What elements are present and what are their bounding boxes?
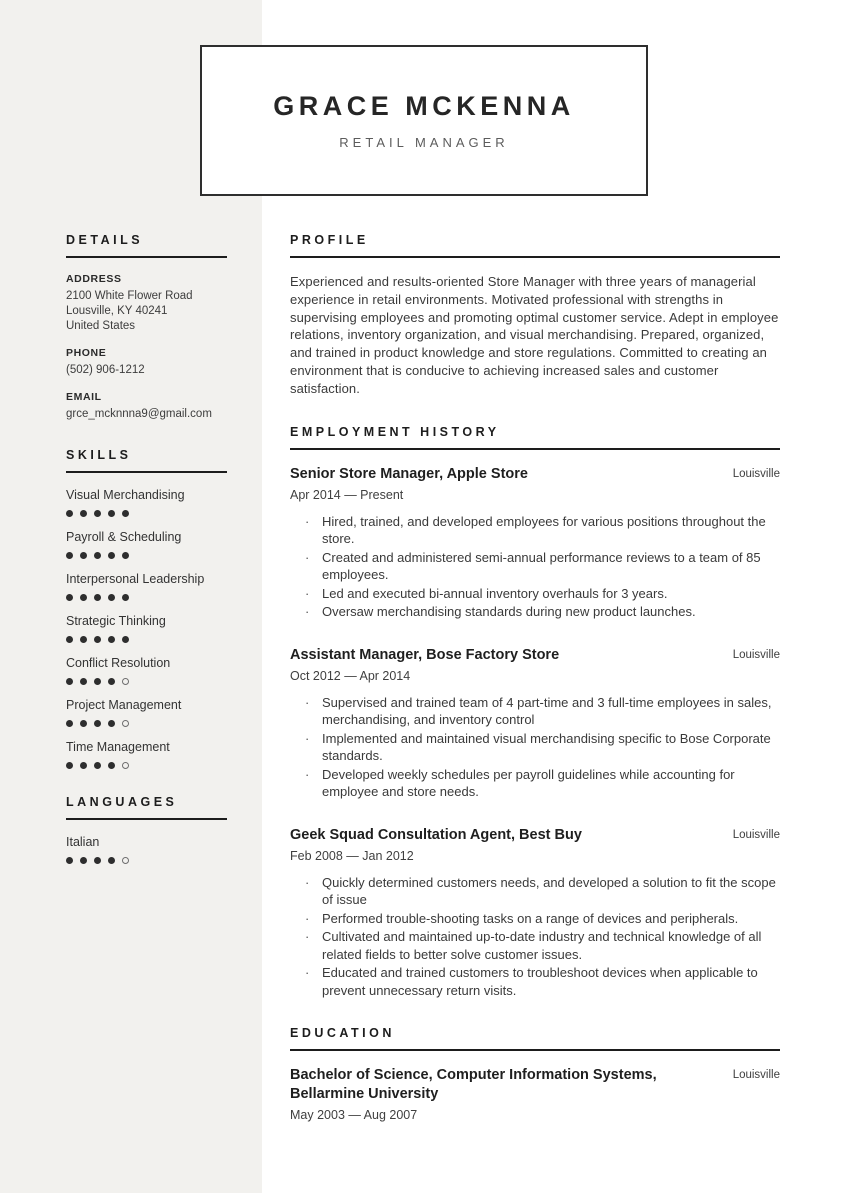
bullet-icon: · xyxy=(305,766,310,782)
dot-filled-icon xyxy=(80,552,87,559)
job-bullets xyxy=(290,513,780,621)
email-label: EMAIL xyxy=(66,391,102,403)
job-bullets xyxy=(290,694,780,801)
bullet-icon: · xyxy=(305,929,310,945)
rated-item xyxy=(66,740,227,769)
languages-list xyxy=(66,835,227,864)
rated-item-label: Time Management xyxy=(66,740,170,754)
level-dots xyxy=(66,719,227,727)
skills-section xyxy=(66,448,227,769)
rated-item xyxy=(66,488,227,517)
job-location: Louisville xyxy=(732,828,780,841)
job-title: Assistant Manager, Bose Factory Store xyxy=(290,646,560,663)
dot-filled-icon xyxy=(66,636,73,643)
rated-item-label: Strategic Thinking xyxy=(66,614,166,628)
bullet-item xyxy=(290,928,780,963)
rated-item xyxy=(66,835,227,864)
employment-heading: EMPLOYMENT HISTORY xyxy=(290,425,780,450)
job-entry xyxy=(290,646,780,801)
job-location: Louisville xyxy=(732,648,780,661)
person-name: GRACE MCKENNA xyxy=(273,91,575,121)
entry-header xyxy=(290,826,780,845)
dot-filled-icon xyxy=(94,510,101,517)
employment-section xyxy=(290,425,780,1000)
dot-filled-icon xyxy=(80,510,87,517)
main-column xyxy=(290,233,780,1149)
dot-filled-icon xyxy=(94,594,101,601)
dot-filled-icon xyxy=(80,857,87,864)
bullet-text: Implemented and maintained visual merchandising specific to Bose Corporate standards. xyxy=(322,730,771,764)
job-location: Louisville xyxy=(732,467,780,480)
education-title: Bachelor of Science, Computer Information Systems, Bellarmine University xyxy=(290,1067,657,1103)
level-dots xyxy=(66,635,227,643)
rated-item xyxy=(66,614,227,643)
level-dots xyxy=(66,509,227,517)
rated-item-label: Conflict Resolution xyxy=(66,656,171,670)
skills-heading: SKILLS xyxy=(66,448,227,473)
dot-filled-icon xyxy=(94,857,101,864)
bullet-text: Hired, trained, and developed employees for various positions throughout the store. xyxy=(322,513,766,547)
dot-filled-icon xyxy=(66,678,73,685)
bullet-icon: · xyxy=(305,549,310,565)
dot-filled-icon xyxy=(108,720,115,727)
rated-item-label: Visual Merchandising xyxy=(66,488,185,502)
dot-filled-icon xyxy=(108,594,115,601)
dot-filled-icon xyxy=(108,636,115,643)
entry-header xyxy=(290,1066,780,1104)
entry-header xyxy=(290,646,780,665)
level-dots xyxy=(66,593,227,601)
profile-heading: PROFILE xyxy=(290,233,780,258)
dot-empty-icon xyxy=(122,857,129,864)
bullet-item xyxy=(290,603,780,621)
bullet-text: Oversaw merchandising standards during new product launches. xyxy=(322,604,696,620)
level-dots xyxy=(66,856,227,864)
bullet-icon: · xyxy=(305,910,310,926)
bullet-item xyxy=(290,910,780,928)
bullet-item xyxy=(290,513,780,548)
bullet-text: Developed weekly schedules per payroll guidelines while accounting for employee and store needs. xyxy=(322,766,735,800)
dot-filled-icon xyxy=(66,857,73,864)
bullet-item xyxy=(290,766,780,801)
dot-filled-icon xyxy=(94,678,101,685)
bullet-item xyxy=(290,964,780,999)
skills-list xyxy=(66,488,227,769)
dot-empty-icon xyxy=(122,762,129,769)
rated-item-label: Payroll & Scheduling xyxy=(66,530,182,544)
dot-filled-icon xyxy=(80,720,87,727)
dot-filled-icon xyxy=(108,762,115,769)
person-title: RETAIL MANAGER xyxy=(339,135,509,150)
jobs-list xyxy=(290,465,780,1000)
dot-empty-icon xyxy=(122,678,129,685)
bullet-item xyxy=(290,694,780,729)
dot-filled-icon xyxy=(122,510,129,517)
bullet-text: Cultivated and maintained up-to-date industry and technical knowledge of all related fields to better solve customer issues. xyxy=(322,929,762,962)
dot-filled-icon xyxy=(80,636,87,643)
dot-filled-icon xyxy=(94,720,101,727)
dot-filled-icon xyxy=(122,594,129,601)
dot-filled-icon xyxy=(108,857,115,864)
dot-filled-icon xyxy=(108,678,115,685)
job-dates: Feb 2008 — Jan 2012 xyxy=(290,848,414,863)
job-entry xyxy=(290,465,780,621)
bullet-text: Supervised and trained team of 4 part-time and 3 full-time employees in sales, merchandising, and inventory control xyxy=(322,694,772,728)
header-box xyxy=(200,45,648,196)
bullet-item xyxy=(290,549,780,584)
education-entry xyxy=(290,1066,780,1122)
job-bullets xyxy=(290,874,780,1000)
dot-filled-icon xyxy=(66,552,73,559)
job-title: Senior Store Manager, Apple Store xyxy=(290,465,528,482)
education-list xyxy=(290,1066,780,1122)
dot-filled-icon xyxy=(80,678,87,685)
dot-filled-icon xyxy=(66,510,73,517)
email-value: grce_mcknnna9@gmail.com xyxy=(66,408,212,420)
dot-filled-icon xyxy=(66,594,73,601)
dot-filled-icon xyxy=(94,636,101,643)
bullet-item xyxy=(290,730,780,765)
bullet-icon: · xyxy=(305,585,310,601)
rated-item xyxy=(66,530,227,559)
bullet-text: Quickly determined customers needs, and developed a solution to fit the scope of issue xyxy=(322,874,776,908)
address-line: 2100 White Flower Road xyxy=(66,290,193,302)
dot-filled-icon xyxy=(108,552,115,559)
bullet-icon: · xyxy=(305,874,310,890)
email-group xyxy=(66,391,227,422)
rated-item-label: Interpersonal Leadership xyxy=(66,572,205,586)
level-dots xyxy=(66,761,227,769)
job-title: Geek Squad Consultation Agent, Best Buy xyxy=(290,826,582,843)
dot-filled-icon xyxy=(80,594,87,601)
languages-section xyxy=(66,795,227,864)
bullet-text: Created and administered semi-annual performance reviews to a team of 85 employees. xyxy=(322,549,761,583)
details-heading: DETAILS xyxy=(66,233,227,258)
education-section xyxy=(290,1026,780,1122)
education-location: Louisville xyxy=(732,1069,780,1082)
details-section xyxy=(66,233,227,422)
bullet-text: Led and executed bi-annual inventory overhauls for 3 years. xyxy=(322,585,668,601)
job-entry xyxy=(290,826,780,1000)
dot-filled-icon xyxy=(94,552,101,559)
dot-filled-icon xyxy=(66,720,73,727)
education-dates: May 2003 — Aug 2007 xyxy=(290,1108,418,1123)
job-dates: Oct 2012 — Apr 2014 xyxy=(290,668,411,683)
rated-item xyxy=(66,656,227,685)
entry-header xyxy=(290,465,780,484)
dot-filled-icon xyxy=(108,510,115,517)
bullet-text: Performed trouble-shooting tasks on a range of devices and peripherals. xyxy=(322,910,739,926)
bullet-icon: · xyxy=(305,513,310,529)
phone-group xyxy=(66,347,227,378)
address-label: ADDRESS xyxy=(66,273,122,285)
job-dates: Apr 2014 — Present xyxy=(290,487,404,502)
bullet-item xyxy=(290,585,780,603)
rated-item-label: Project Management xyxy=(66,698,182,712)
address-line: Lousville, KY 40241 xyxy=(66,305,168,317)
bullet-icon: · xyxy=(305,694,310,710)
level-dots xyxy=(66,551,227,559)
bullet-text: Educated and trained customers to troubleshoot devices when applicable to prevent unnecessary return visits. xyxy=(322,965,758,998)
bullet-icon: · xyxy=(305,604,310,620)
phone-label: PHONE xyxy=(66,347,107,359)
dot-filled-icon xyxy=(122,636,129,643)
rated-item xyxy=(66,698,227,727)
address-line: United States xyxy=(66,320,136,332)
dot-filled-icon xyxy=(122,552,129,559)
dot-empty-icon xyxy=(122,720,129,727)
dot-filled-icon xyxy=(94,762,101,769)
rated-item xyxy=(66,572,227,601)
profile-section xyxy=(290,233,780,398)
education-heading: EDUCATION xyxy=(290,1026,780,1051)
phone-value: (502) 906-1212 xyxy=(66,364,145,376)
level-dots xyxy=(66,677,227,685)
address-group xyxy=(66,273,227,334)
bullet-icon: · xyxy=(305,730,310,746)
dot-filled-icon xyxy=(80,762,87,769)
rated-item-label: Italian xyxy=(66,835,100,849)
bullet-icon: · xyxy=(305,965,310,981)
languages-heading: LANGUAGES xyxy=(66,795,227,820)
dot-filled-icon xyxy=(66,762,73,769)
profile-text: Experienced and results-oriented Store Manager with three years of managerial experience in retail environments. Motivated professional with strengths in supervising employees and promoting optimal customer service. Adept in employee relations, inventory organization, and visual merchandising. Prepared, organized, and trained in product knowledge and store regulations. Committed to creating an environment that is conducive to achieving increased sales and customer satisfaction. xyxy=(290,274,779,396)
bullet-item xyxy=(290,874,780,909)
